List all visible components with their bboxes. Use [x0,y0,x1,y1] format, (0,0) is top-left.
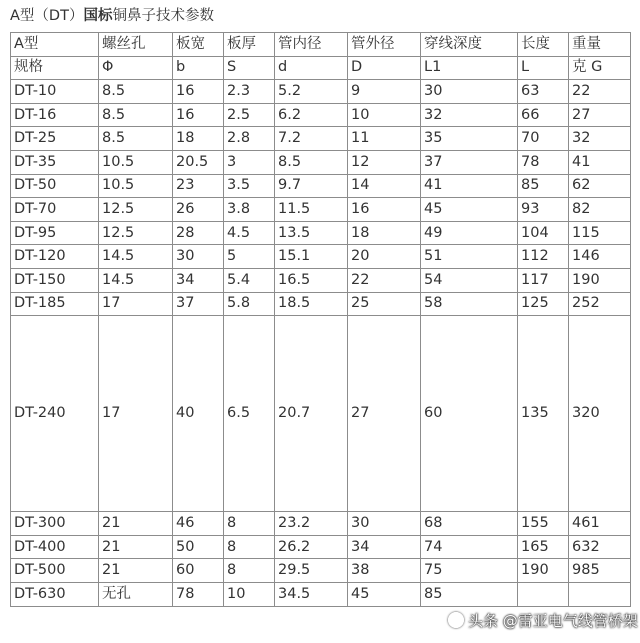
title-suffix: 铜鼻子技术参数 [112,8,214,24]
value-cell: 155 [518,512,569,536]
table-row [11,535,631,559]
unit-cell: S [224,56,275,80]
value-cell: 30 [421,80,518,104]
value-cell: 15.1 [275,245,348,269]
table-row [11,198,631,222]
table-row [11,103,631,127]
value-cell: 93 [518,198,569,222]
value-cell: 8.5 [275,150,348,174]
value-cell: 9.7 [275,174,348,198]
value-cell: 34 [348,535,421,559]
value-cell: 190 [569,268,631,292]
unit-row [11,56,631,80]
value-cell: 6.2 [275,103,348,127]
value-cell: 34 [173,268,224,292]
value-cell [518,582,569,606]
table-row [11,127,631,151]
unit-cell: 规格 [11,56,99,80]
table-title [10,4,630,29]
value-cell: 37 [173,292,224,316]
model-cell: DT-95 [11,221,99,245]
value-cell: 45 [421,198,518,222]
value-cell: 82 [569,198,631,222]
value-cell: 165 [518,535,569,559]
value-cell: 60 [173,559,224,583]
value-cell: 66 [518,103,569,127]
value-cell: 5.4 [224,268,275,292]
value-cell: 70 [518,127,569,151]
table-row [11,150,631,174]
unit-cell: Φ [99,56,173,80]
value-cell: 8 [224,512,275,536]
value-cell: 2.8 [224,127,275,151]
value-cell: 68 [421,512,518,536]
unit-cell: D [348,56,421,80]
model-cell: DT-16 [11,103,99,127]
value-cell: 10 [224,582,275,606]
value-cell: 26 [173,198,224,222]
value-cell: 38 [348,559,421,583]
value-cell: 135 [518,316,569,512]
value-cell: 85 [421,582,518,606]
header-cell: 螺丝孔 [99,33,173,57]
value-cell: 63 [518,80,569,104]
value-cell: 41 [421,174,518,198]
value-cell: 5.8 [224,292,275,316]
value-cell: 21 [99,559,173,583]
model-cell: DT-300 [11,512,99,536]
value-cell: 10.5 [99,150,173,174]
value-cell: 26.2 [275,535,348,559]
model-cell: DT-50 [11,174,99,198]
watermark-text: 头条 @雷亚电气线管桥架 [468,612,638,630]
table-body [11,33,631,607]
table-row [11,512,631,536]
model-cell: DT-630 [11,582,99,606]
model-cell: DT-150 [11,268,99,292]
value-cell: 22 [348,268,421,292]
table-row [11,245,631,269]
value-cell: 27 [569,103,631,127]
value-cell: 21 [99,535,173,559]
table-row [11,582,631,606]
header-cell: 穿线深度 [421,33,518,57]
value-cell: 27 [348,316,421,512]
value-cell: 6.5 [224,316,275,512]
model-cell: DT-25 [11,127,99,151]
value-cell: 13.5 [275,221,348,245]
value-cell: 16 [173,103,224,127]
value-cell: 51 [421,245,518,269]
value-cell: 34.5 [275,582,348,606]
value-cell: 8 [224,559,275,583]
value-cell: 117 [518,268,569,292]
value-cell: 8 [224,535,275,559]
table-row [11,80,631,104]
watermark [448,611,638,631]
value-cell: 252 [569,292,631,316]
model-cell: DT-185 [11,292,99,316]
value-cell: 12 [348,150,421,174]
header-cell: 重量 [569,33,631,57]
value-cell: 58 [421,292,518,316]
value-cell: 16 [348,198,421,222]
value-cell: 3.8 [224,198,275,222]
value-cell: 30 [173,245,224,269]
table-row [11,174,631,198]
value-cell: 28 [173,221,224,245]
value-cell: 无孔 [99,582,173,606]
value-cell: 62 [569,174,631,198]
value-cell: 45 [348,582,421,606]
value-cell: 146 [569,245,631,269]
value-cell: 32 [569,127,631,151]
value-cell: 37 [421,150,518,174]
value-cell: 8.5 [99,127,173,151]
value-cell: 16.5 [275,268,348,292]
value-cell: 112 [518,245,569,269]
value-cell: 10 [348,103,421,127]
value-cell: 18.5 [275,292,348,316]
value-cell: 8.5 [99,80,173,104]
value-cell: 49 [421,221,518,245]
value-cell: 20.7 [275,316,348,512]
value-cell: 54 [421,268,518,292]
value-cell: 8.5 [99,103,173,127]
value-cell: 11 [348,127,421,151]
value-cell: 21 [99,512,173,536]
value-cell: 190 [518,559,569,583]
value-cell: 32 [421,103,518,127]
value-cell: 3.5 [224,174,275,198]
value-cell: 985 [569,559,631,583]
model-cell: DT-35 [11,150,99,174]
model-cell: DT-70 [11,198,99,222]
model-cell: DT-500 [11,559,99,583]
value-cell: 320 [569,316,631,512]
value-cell: 17 [99,292,173,316]
value-cell: 35 [421,127,518,151]
value-cell: 78 [518,150,569,174]
header-cell: 管内径 [275,33,348,57]
value-cell: 9 [348,80,421,104]
value-cell: 3 [224,150,275,174]
value-cell: 74 [421,535,518,559]
value-cell: 85 [518,174,569,198]
table-row [11,559,631,583]
value-cell: 30 [348,512,421,536]
title-bold: 国标 [83,8,113,24]
unit-cell: d [275,56,348,80]
value-cell: 16 [173,80,224,104]
value-cell: 25 [348,292,421,316]
value-cell: 2.3 [224,80,275,104]
value-cell: 23.2 [275,512,348,536]
model-cell: DT-400 [11,535,99,559]
unit-cell: b [173,56,224,80]
value-cell: 20.5 [173,150,224,174]
model-cell: DT-240 [11,316,99,512]
unit-cell: L [518,56,569,80]
value-cell: 7.2 [275,127,348,151]
value-cell: 10.5 [99,174,173,198]
model-cell: DT-120 [11,245,99,269]
value-cell: 14 [348,174,421,198]
watermark-logo-icon [448,612,464,628]
value-cell: 12.5 [99,221,173,245]
value-cell: 20 [348,245,421,269]
value-cell: 115 [569,221,631,245]
value-cell: 50 [173,535,224,559]
header-cell: 长度 [518,33,569,57]
value-cell: 11.5 [275,198,348,222]
unit-cell: 克 G [569,56,631,80]
value-cell: 22 [569,80,631,104]
value-cell: 29.5 [275,559,348,583]
value-cell: 14.5 [99,245,173,269]
value-cell: 4.5 [224,221,275,245]
value-cell: 5.2 [275,80,348,104]
value-cell: 461 [569,512,631,536]
value-cell: 41 [569,150,631,174]
title-prefix: A型（DT） [10,8,84,24]
table-row [11,316,631,512]
value-cell: 5 [224,245,275,269]
value-cell: 18 [173,127,224,151]
value-cell: 40 [173,316,224,512]
table-row [11,268,631,292]
value-cell: 632 [569,535,631,559]
value-cell: 78 [173,582,224,606]
header-cell: A型 [11,33,99,57]
spec-table [10,32,631,607]
table-row [11,221,631,245]
header-cell: 管外径 [348,33,421,57]
value-cell: 75 [421,559,518,583]
header-row [11,33,631,57]
header-cell: 板厚 [224,33,275,57]
value-cell: 46 [173,512,224,536]
value-cell: 17 [99,316,173,512]
value-cell [569,582,631,606]
table-row [11,292,631,316]
value-cell: 2.5 [224,103,275,127]
unit-cell: L1 [421,56,518,80]
value-cell: 60 [421,316,518,512]
model-cell: DT-10 [11,80,99,104]
value-cell: 125 [518,292,569,316]
header-cell: 板宽 [173,33,224,57]
value-cell: 12.5 [99,198,173,222]
value-cell: 23 [173,174,224,198]
value-cell: 14.5 [99,268,173,292]
value-cell: 104 [518,221,569,245]
value-cell: 18 [348,221,421,245]
